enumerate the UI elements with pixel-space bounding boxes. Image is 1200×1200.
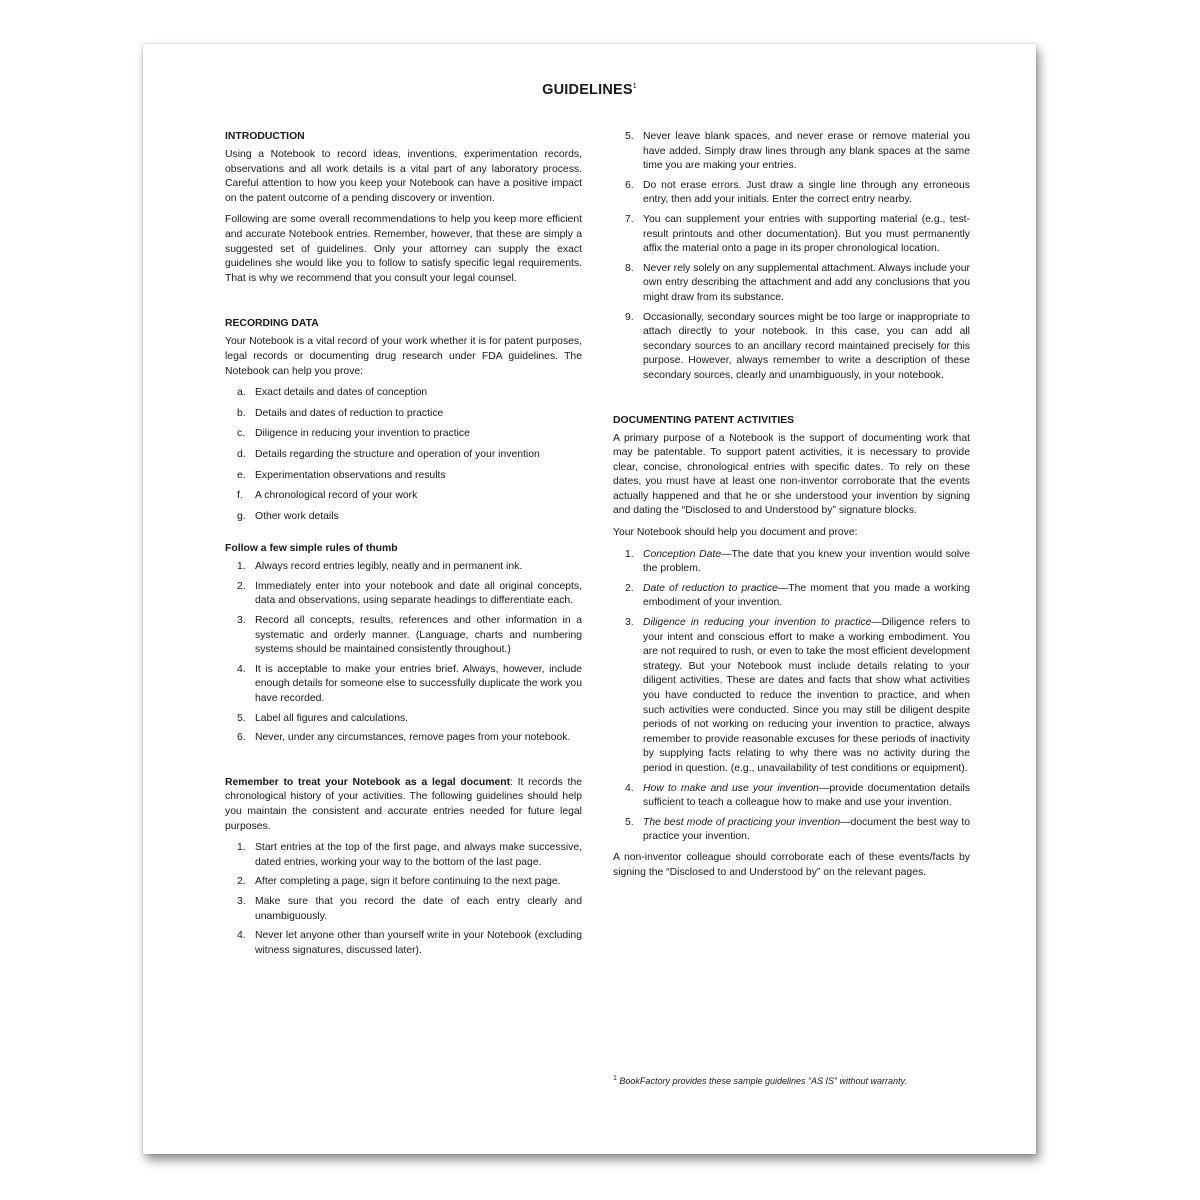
legal-document-paragraph (225, 776, 582, 834)
legal-document-text: : It records the chronological history of your activities. The following guidelines should help you maintain the consistent and accurate entries needed for future legal purposes. (225, 776, 582, 832)
recording-data-heading: RECORDING DATA (225, 318, 319, 330)
patent-paragraph-3: A non-inventor colleague should corroborate each of these events/facts by signing the “Disclosed to and Understood by” on the relevant pages. (613, 851, 970, 878)
list-item-text: Immediately enter into your notebook and date all original concepts, data and observations, using separate headings to differentiate each. (255, 580, 582, 607)
list-item-text: After completing a page, sign it before continuing to the next page. (255, 876, 561, 888)
list-item (613, 130, 970, 174)
list-marker: 9. (625, 311, 634, 323)
list-item-term: The best mode of practicing your invention (643, 816, 841, 828)
list-item (225, 580, 582, 609)
list-item-text: Start entries at the top of the first page, and always make successive, dated entries, working your way to the bottom of the last page. (255, 842, 582, 868)
list-item (613, 179, 970, 208)
list-marker: d. (237, 448, 246, 460)
list-item (613, 311, 970, 384)
footnote-text: BookFactory provides these sample guidelines “AS IS” without warranty. (619, 1076, 907, 1086)
list-item-text: Never rely solely on any supplemental attachment. Always include your own entry describing the attachment and add any conclusions that you might draw from its substance. (643, 262, 970, 303)
recording-data-paragraph: Your Notebook is a vital record of your work whether it is for patent purposes, legal records or documenting drug research under FDA guidelines. The Notebook can help you prove: (225, 336, 582, 377)
patent-paragraph-1: A primary purpose of a Notebook is the support of documenting work that may be patentable. To support patent activities, it is necessary to provide clear, concise, chronological entries with specific dates. To rely on these dates, you must have at least one non-inventor corroborate that the events actually happened and that he or she understood your invention by signing and dating the “Disclosed to and Understood by” signature blocks. (613, 432, 970, 517)
list-marker: 1. (237, 561, 246, 573)
list-item-text: Never let anyone other than yourself write in your Notebook (excluding witness signatures, discussed later). (255, 930, 582, 956)
list-marker: 7. (625, 213, 634, 225)
list-marker: 2. (237, 876, 246, 888)
list-item (225, 510, 582, 525)
list-marker: 6. (625, 179, 634, 191)
list-marker: 1. (625, 548, 634, 560)
right-column (613, 130, 970, 887)
list-item-text: —Diligence refers to your intent and conscious effort to make a working embodiment. You are not required to rush, or even to take the most efficient development strategy. But your Notebook must include details relating to your diligent activities. These are dates and facts that show what activities you have conducted to reduce the invention to practice, and when such activities were conducted. Since you may still be diligent despite periods of not working on reducing your invention to practice, always remember to provide reasonable excuses for these periods of inactivity by supplying facts relating to why there was no activity during the period in question. (e.g., unavailability of test conditions or equipment). (643, 617, 970, 774)
list-item-text: Do not erase errors. Just draw a single line through any erroneous entry, then add your initials. Enter the correct entry nearby. (643, 179, 970, 206)
list-marker: c. (237, 428, 246, 440)
rules-list (225, 560, 582, 746)
introduction-paragraph-1: Using a Notebook to record ideas, inventions, experimentation records, observations and all work details is a vital part of any laboratory process. Careful attention to how you keep your Notebook can have a positive impact on the patent outcome of a pending discovery or invention. (225, 149, 582, 204)
list-marker: 5. (625, 131, 634, 142)
footnote-mark: 1 (613, 1075, 617, 1082)
list-item (225, 614, 582, 658)
list-item-text: Record all concepts, results, references and other information in a systematic and orderly manner. (Language, charts and numbering systems should be maintained consistently throughout.) (255, 615, 582, 656)
list-item-term: Conception Date (643, 548, 722, 560)
list-item-text: Always record entries legibly, neatly and in permanent ink. (255, 561, 523, 573)
list-item (613, 213, 970, 257)
list-item (613, 582, 970, 611)
title-footnote-mark: 1 (632, 83, 637, 91)
list-item-text: —The moment that you made a working embodiment of your invention. (643, 582, 970, 609)
list-item (225, 929, 582, 958)
list-item (225, 427, 582, 442)
legal-list (225, 841, 582, 958)
list-item (225, 407, 582, 422)
prove-list (225, 386, 582, 524)
list-marker: 3. (237, 895, 246, 907)
list-item-text: —document the best way to practice your invention. (643, 816, 970, 843)
list-item (613, 816, 970, 845)
list-item-text: A chronological record of your work (255, 490, 418, 502)
list-item-text: —The date that you knew your invention would solve the problem. (643, 548, 970, 575)
list-item (225, 712, 582, 727)
legal-document-lead: Remember to treat your Notebook as a legal document (225, 776, 511, 788)
list-marker: 2. (625, 582, 634, 594)
list-marker: 4. (237, 663, 246, 675)
list-item-term: Date of reduction to practice (643, 582, 778, 594)
list-item (225, 663, 582, 707)
list-item (225, 895, 582, 924)
list-item (613, 782, 970, 811)
document-page (143, 44, 1036, 1154)
list-marker: 4. (625, 782, 634, 794)
page-title (143, 82, 1036, 98)
list-item-text: Details and dates of reduction to practice (255, 407, 444, 419)
patent-list (613, 548, 970, 845)
list-item-term: How to make and use your invention (643, 782, 819, 794)
list-item-text: Diligence in reducing your invention to practice (255, 428, 470, 440)
list-marker: 1. (237, 842, 246, 854)
list-marker: 3. (625, 617, 634, 629)
left-column (225, 130, 582, 964)
list-item (225, 386, 582, 401)
list-item (225, 731, 582, 746)
list-item (225, 489, 582, 504)
list-marker: a. (237, 387, 246, 399)
list-item-term: Diligence in reducing your invention to practice (643, 617, 872, 629)
list-marker: e. (237, 469, 246, 481)
list-item-text: Label all figures and calculations. (255, 712, 409, 724)
list-marker: g. (237, 510, 246, 522)
list-marker: 2. (237, 580, 246, 592)
list-item-text: Experimentation observations and results (255, 469, 446, 481)
list-item-text: You can supplement your entries with supporting material (e.g., test-result printouts and other documentation). But you must permanently affix the material onto a page in its proper chronological location. (643, 213, 970, 255)
list-marker: b. (237, 407, 246, 419)
list-item (225, 560, 582, 575)
list-item (225, 448, 582, 463)
list-item (225, 469, 582, 484)
introduction-heading: INTRODUCTION (225, 131, 305, 142)
rules-of-thumb-heading: Follow a few simple rules of thumb (225, 543, 398, 555)
list-item-text: Exact details and dates of conception (255, 387, 428, 399)
footnote (613, 1073, 983, 1087)
patent-paragraph-2: Your Notebook should help you document and prove: (613, 527, 858, 539)
list-marker: f. (237, 490, 243, 502)
list-item (613, 262, 970, 306)
list-item-text: Never, under any circumstances, remove pages from your notebook. (255, 732, 571, 744)
list-item-text: It is acceptable to make your entries brief. Always, however, include enough details for someone else to successfully duplicate the work you have recorded. (255, 663, 582, 705)
list-item-text: Never leave blank spaces, and never erase or remove material you have added. Simply draw lines through any blank spaces at the same time you are making your entries. (643, 131, 970, 172)
list-item-text: —provide documentation details sufficient to teach a colleague how to make and use your invention. (643, 782, 970, 809)
list-item (225, 875, 582, 890)
list-marker: 6. (237, 732, 246, 744)
patent-activities-heading: DOCUMENTING PATENT ACTIVITIES (613, 414, 795, 426)
list-item (225, 841, 582, 870)
legal-list-continued (613, 130, 970, 384)
list-item-text: Occasionally, secondary sources might be too large or inappropriate to attach directly to your notebook. In this case, you can add all secondary sources to an ancillary record maintained precisely for this purpose. However, always remember to write a description of these secondary sources, clearly and unambiguously, in your notebook. (643, 311, 970, 381)
introduction-paragraph-2: Following are some overall recommendations to help you keep more efficient and accurate Notebook entries. Remember, however, that these are simply a suggested set of guidelines. Only your attorney can supply the exact guidelines she would like you to follow to satisfy specific legal requirements. That is why we recommend that you consult your legal counsel. (225, 214, 582, 284)
list-item-text: Details regarding the structure and operation of your invention (255, 448, 540, 460)
list-item-text: Other work details (255, 510, 339, 522)
title-text: GUIDELINES (542, 82, 633, 98)
list-item (613, 548, 970, 577)
list-marker: 5. (237, 712, 246, 724)
list-marker: 4. (237, 930, 246, 942)
list-marker: 8. (625, 262, 634, 274)
list-marker: 3. (237, 615, 246, 627)
list-marker: 5. (625, 816, 634, 828)
list-item (613, 616, 970, 777)
list-item-text: Make sure that you record the date of each entry clearly and unambiguously. (255, 895, 582, 922)
